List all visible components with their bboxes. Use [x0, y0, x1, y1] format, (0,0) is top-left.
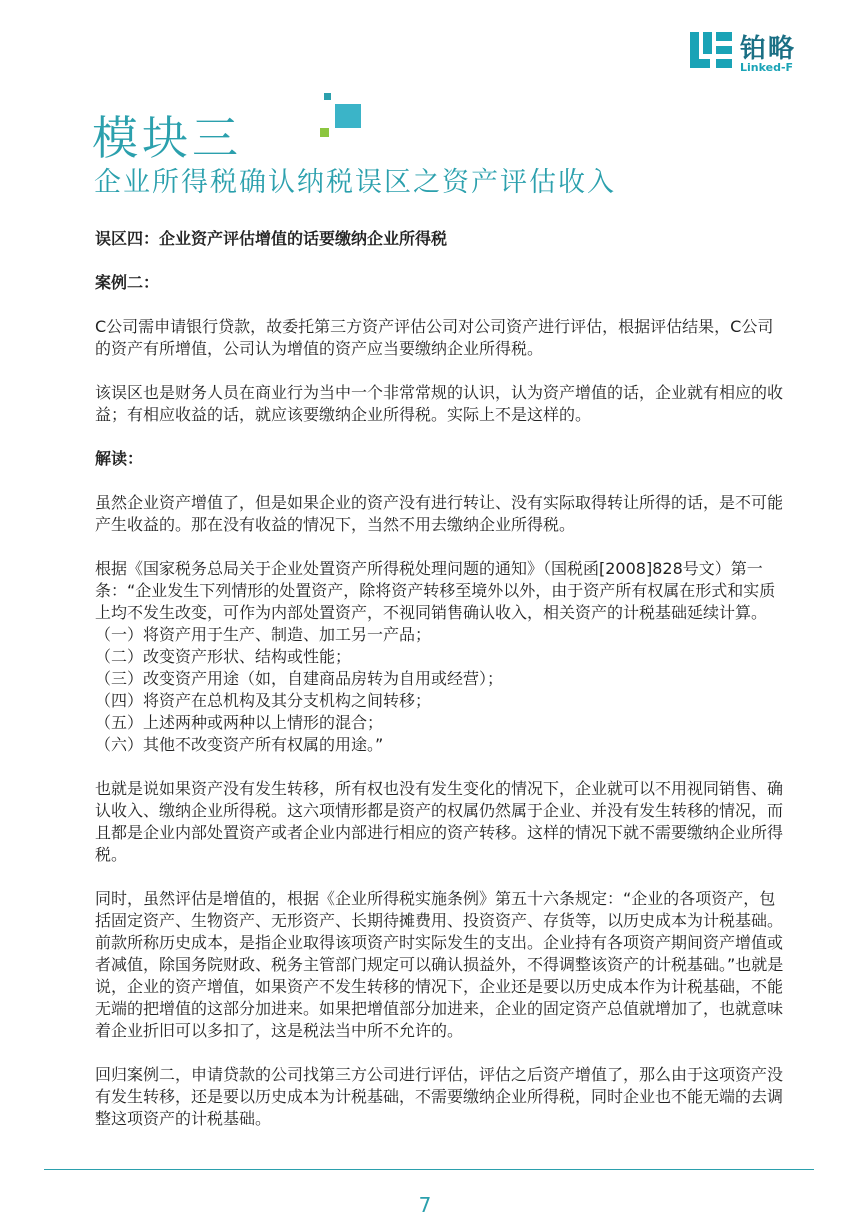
regulation-list: [95, 624, 787, 756]
conclusion-paragraph: 回归案例二，申请贷款的公司找第三方公司进行评估，评估之后资产增值了，那么由于这项资产没有发生转移，还是要以历史成本为计税基础，不需要缴纳企业所得税，同时企业也不能无端的去调整这项资产的计税基础。: [95, 1065, 784, 1128]
list-item: （二）改变资产形状、结构或性能；: [95, 647, 352, 666]
case-label: 案例二：: [95, 273, 160, 292]
list-item: （四）将资产在总机构及其分支机构之间转移；: [95, 691, 432, 710]
interpretation-label: 解读：: [95, 449, 144, 468]
explanation-paragraph-2: 同时，虽然评估是增值的，根据《企业所得税实施条例》第五十六条规定：“企业的各项资产，包括固定资产、生物资产、无形资产、长期待摊费用、投资资产、存货等，以历史成本为计税基础。前款所称历史成本，是指企业取得该项资产时实际发生的支出。企业持有各项资产期间资产增值或者减值，除国务院财政、税务主管部门规定可以确认损益外，不得调整该资产的计税基础。”也就是说，企业的资产增值，如果资产不发生转移的情况下，企业还是要以历史成本作为计税基础，不能无端的把增值的这部分加进来。如果把增值部分加进来，企业的固定资产总值就增加了，也就意味着企业折旧可以多扣了，这是税法当中所不允许的。: [95, 889, 784, 1040]
list-item: （一）将资产用于生产、制造、加工另一产品；: [95, 625, 432, 644]
module-title: 模块三: [92, 111, 242, 165]
page-number: 7: [418, 1193, 432, 1217]
list-item: （五）上述两种或两种以上情形的混合；: [95, 713, 384, 732]
list-item: （三）改变资产用途（如，自建商品房转为自用或经营）；: [95, 669, 504, 688]
logo-english-name: Linked-F: [740, 61, 794, 74]
regulation-intro: 根据《国家税务总局关于企业处置资产所得税处理问题的通知》（国税函[2008]828号文）第一条：“企业发生下列情形的处置资产，除将资产转移至境外以外，由于资产所有权属在形式和实质上均不发生改变，可作为内部处置资产，不视同销售确认收入，相关资产的计税基础延续计算。: [95, 559, 776, 622]
module-subtitle: 企业所得税确认纳税误区之资产评估收入: [94, 167, 616, 198]
document-body: [95, 228, 787, 1152]
logo-chinese-name: 铂略: [740, 34, 797, 64]
company-logo: [690, 30, 820, 76]
interpretation-paragraph: 虽然企业资产增值了，但是如果企业的资产没有进行转让、没有实际取得转让所得的话，是不可能产生收益的。那在没有收益的情况下，当然不用去缴纳企业所得税。: [95, 493, 784, 534]
case-paragraph-1: C公司需申请银行贷款，故委托第三方资产评估公司对公司资产进行评估，根据评估结果，C公司的资产有所增值，公司认为增值的资产应当要缴纳企业所得税。: [95, 317, 774, 358]
section-heading: 误区四：企业资产评估增值的话要缴纳企业所得税: [95, 229, 448, 248]
case-paragraph-2: 该误区也是财务人员在商业行为当中一个非常常规的认识，认为资产增值的话，企业就有相应的收益；有相应收益的话，就应该要缴纳企业所得税。实际上不是这样的。: [95, 383, 784, 424]
footer-divider: [44, 1169, 814, 1170]
list-item: （六）其他不改变资产所有权属的用途。”: [95, 735, 384, 754]
explanation-paragraph-1: 也就是说如果资产没有发生转移，所有权也没有发生变化的情况下，企业就可以不用视同销售、确认收入、缴纳企业所得税。这六项情形都是资产的权属仍然属于企业、并没有发生转移的情况，而且都是企业内部处置资产或者企业内部进行相应的资产转移。这样的情况下就不需要缴纳企业所得税。: [95, 779, 784, 864]
